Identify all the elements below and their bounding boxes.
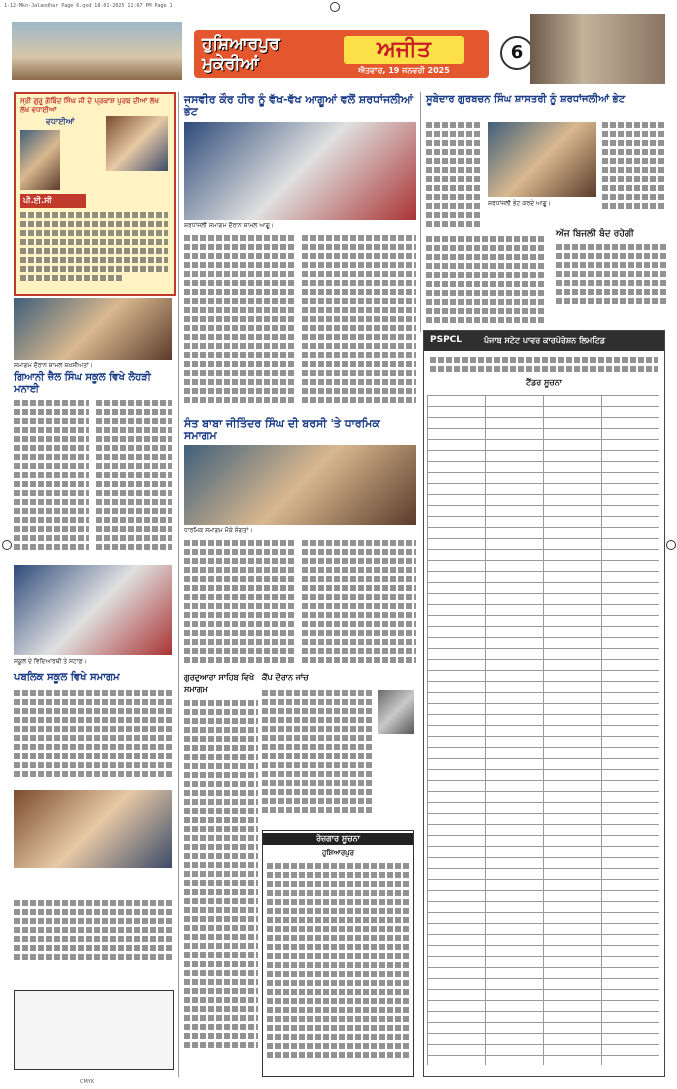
students-photo <box>14 790 172 868</box>
greeting-advertisement <box>14 92 176 296</box>
tribute-photos <box>488 122 596 197</box>
article-body <box>302 235 416 406</box>
print-line-box <box>14 990 174 1070</box>
government-notice <box>262 830 414 1077</box>
article-headline: ਜਸਵੀਰ ਕੌਰ ਹੀਰ ਨੂੰ ਵੱਖ-ਵੱਖ ਆਗੂਆਂ ਵਲੋਂ ਸ਼ਰਧਾਂਜਲੀਆਂ ਭੇਟ <box>184 93 414 118</box>
event-photo <box>14 298 172 360</box>
article-body <box>426 236 546 326</box>
registration-mark <box>2 540 12 550</box>
article-body <box>184 235 296 406</box>
masthead-banner <box>194 30 489 78</box>
photo-caption: ਸ਼ਰਧਾਂਜਲੀ ਭੇਟ ਕਰਦੇ ਆਗੂ। <box>488 200 551 207</box>
article-body <box>14 900 172 963</box>
masthead <box>12 14 665 84</box>
registration-mark <box>330 2 340 12</box>
pspcl-intro <box>430 357 658 375</box>
registration-mark <box>666 540 676 550</box>
ad-text <box>20 212 168 284</box>
article-body <box>184 700 258 1051</box>
ad-gurdwara-photo <box>106 116 168 171</box>
tender-table <box>427 395 659 1065</box>
article-body <box>262 690 372 816</box>
ad-label: ਵਧਾਈਆਂ <box>46 117 75 126</box>
tribute-photos <box>184 122 416 220</box>
article-headline: ਸੰਤ ਬਾਬਾ ਜੀਤਿੰਦਰ ਸਿੰਘ ਦੀ ਬਰਸੀ 'ਤੇ ਧਾਰਮਿਕ ਸਮਾਗਮ <box>184 417 380 442</box>
notice-body <box>267 863 409 1061</box>
top-strip: 1-12-Mkn-Jalandhar Page 6.qxd 18-01-2025 11:07 PM Page 1 <box>4 3 173 9</box>
issue-date: ਐਤਵਾਰ, 19 ਜਨਵਰੀ 2025 <box>358 66 450 75</box>
pspcl-notice-title: ਟੈਂਡਰ ਸੂਚਨਾ <box>525 378 563 387</box>
masthead-gurdwara-photo <box>12 22 182 80</box>
paper-name: ਅਜੀਤ <box>344 36 464 64</box>
article-body <box>96 400 172 553</box>
photo-caption: ਧਾਰਮਿਕ ਸਮਾਗਮ ਮੌਕੇ ਸੰਗਤਾਂ। <box>184 527 253 534</box>
city-name: ਹੁਸ਼ਿਆਰਪੁਰ ਮੁਕੇਰੀਆਂ <box>202 34 280 74</box>
notice-title: ਰੋਜ਼ਗਾਰ ਸੂਚਨਾ <box>263 833 413 845</box>
ad-title: ਸ੍ਰੀ ਗੁਰੂ ਗੋਬਿੰਦ ਸਿੰਘ ਜੀ ਦੇ ਪ੍ਰਕਾਸ਼ ਪੁਰਬ ਦੀਆਂ ਲੱਖ ਲੱਖ ਵਧਾਈਆਂ <box>20 97 159 114</box>
article-headline: ਅੱਜ ਬਿਜਲੀ ਬੰਦ ਰਹੇਗੀ <box>556 229 634 239</box>
article-body <box>184 540 296 666</box>
column-rule <box>420 92 421 332</box>
article-body <box>556 244 666 307</box>
footer-strip <box>0 1078 677 1089</box>
pspcl-header <box>424 331 664 351</box>
notice-subtitle: ਹੁਸ਼ਿਆਰਪੁਰ <box>321 849 355 857</box>
article-headline: ਗੁਰਦੁਆਰਾ ਸਾਹਿਬ ਵਿਖੇ ਸਮਾਗਮ <box>184 673 255 694</box>
article-headline: ਗਿਆਨੀ ਜ਼ੈਲ ਸਿੰਘ ਸਕੂਲ ਵਿਖੇ ਲੋਹੜੀ ਮਨਾਈ <box>14 372 151 395</box>
photo-caption: ਸਮਾਗਮ ਦੌਰਾਨ ਸ਼ਾਮਲ ਸ਼ਖ਼ਸੀਅਤਾਂ। <box>14 362 93 369</box>
column-rule <box>178 92 179 1077</box>
article-body <box>426 122 482 230</box>
article-body <box>302 540 416 666</box>
masthead-clocktower-photo <box>530 14 665 84</box>
color-bar-label: CMYK <box>80 1079 95 1085</box>
pspcl-tender-notice <box>423 330 665 1077</box>
pspcl-title: ਪੰਜਾਬ ਸਟੇਟ ਪਾਵਰ ਕਾਰਪੋਰੇਸ਼ਨ ਲਿਮਟਿਡ <box>484 336 606 345</box>
portrait-photo <box>378 690 414 734</box>
religious-event-photo <box>184 445 416 525</box>
article-body <box>14 400 89 553</box>
group-photo <box>14 565 172 655</box>
pspcl-logo: PSPCL <box>430 335 463 345</box>
ad-code: ਪੀ.ਈ.ਸੀ <box>20 194 86 208</box>
article-body <box>602 122 664 212</box>
photo-caption: ਸਕੂਲ ਦੇ ਵਿਦਿਆਰਥੀ ਤੇ ਸਟਾਫ਼। <box>14 658 87 665</box>
ad-portrait-photo <box>20 130 60 190</box>
article-body <box>14 690 172 780</box>
page-number: 6 <box>500 36 534 70</box>
article-headline: ਕੈਂਪ ਦੌਰਾਨ ਜਾਂਚ <box>262 673 309 682</box>
article-headline: ਸੂਬੇਦਾਰ ਗੁਰਬਚਨ ਸਿੰਘ ਸ਼ਾਸਤਰੀ ਨੂੰ ਸ਼ਰਧਾਂਜਲੀਆਂ ਭੇਟ <box>426 94 626 105</box>
article-headline: ਪਬਲਿਕ ਸਕੂਲ ਵਿਖੇ ਸਮਾਗਮ <box>14 672 120 683</box>
photo-caption: ਸ਼ਰਧਾਂਜਲੀ ਸਮਾਗਮ ਦੌਰਾਨ ਸ਼ਾਮਲ ਆਗੂ। <box>184 222 275 229</box>
